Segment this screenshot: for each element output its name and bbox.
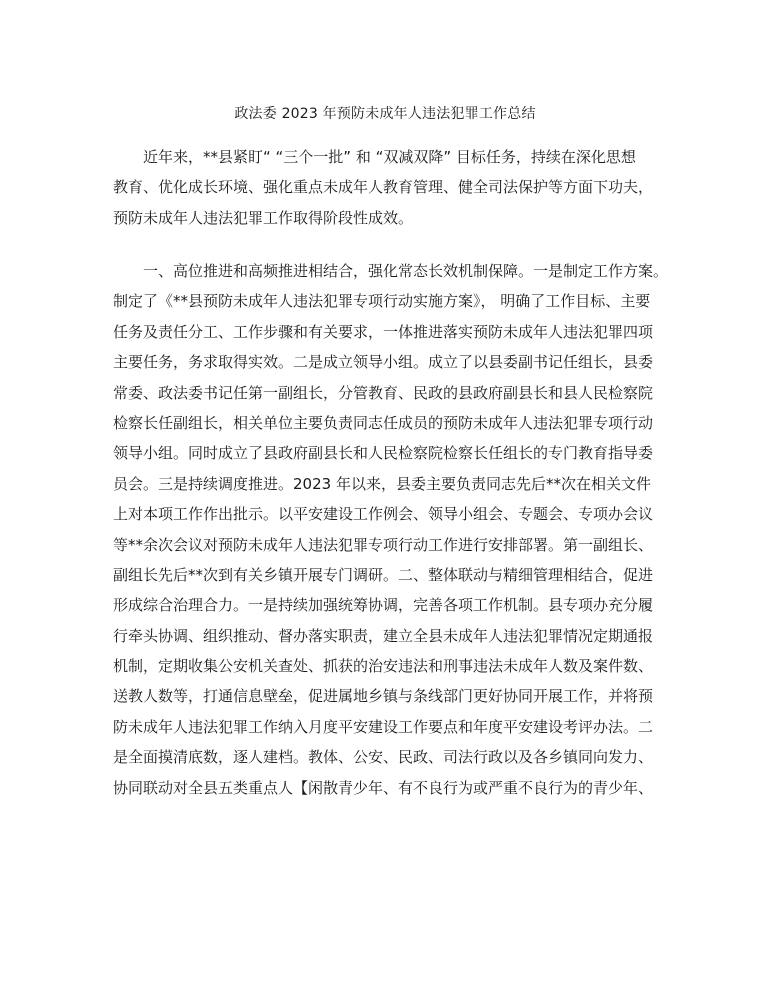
- body-paragraph: [113, 256, 673, 803]
- text-line: 防未成年人违法犯罪工作纳入月度平安建设工作要点和年度平安建设考评办法。二: [113, 717, 654, 736]
- text-line: 副组长先后**次到有关乡镇开展专门调研。二、整体联动与精细管理相结合，促进: [113, 565, 654, 584]
- text-line: 行牵头协调、组织推动、督办落实职责，建立全县未成年人违法犯罪情况定期通报: [113, 626, 654, 645]
- text-line: 任务及责任分工、工作步骤和有关要求，一体推进落实预防未成年人违法犯罪四项: [113, 322, 654, 341]
- intro-paragraph: [113, 142, 673, 233]
- text-line: 近年来，**县紧盯“ “三个一批” 和 “双减双降” 目标任务，持续在深化思想: [143, 148, 636, 166]
- text-line: 上对本项工作作出批示。以平安建设工作例会、领导小组会、专题会、专项办会议: [113, 505, 654, 524]
- text-line: 主要任务，务求取得实效。二是成立领导小组。成立了以县委副书记任组长，县委: [113, 353, 654, 372]
- text-line: 形成综合治理合力。一是持续加强统筹协调，完善各项工作机制。县专项办充分履: [113, 596, 654, 615]
- text-line: 常委、政法委书记任第一副组长，分管教育、民政的县政府副县长和县人民检察院: [113, 383, 654, 402]
- text-line: 领导小组。同时成立了县政府副县长和人民检察院检察长任组长的专门教育指导委: [113, 444, 654, 463]
- text-line: 教育、优化成长环境、强化重点未成年人教育管理、健全司法保护等方面下功夫，: [113, 178, 654, 197]
- text-line: 预防未成年人违法犯罪工作取得阶段性成效。: [113, 208, 414, 227]
- text-line: 一、高位推进和高频推进相结合，强化常态长效机制保障。一是制定工作方案。: [143, 262, 669, 280]
- text-line: 等**余次会议对预防未成年人违法犯罪专项行动工作进行安排部署。第一副组长、: [113, 535, 654, 554]
- document-title: 政法委 2023 年预防未成年人违法犯罪工作总结: [234, 106, 536, 122]
- text-line: 制定了《**县预防未成年人违法犯罪专项行动实施方案》， 明确了工作目标、主要: [113, 292, 651, 311]
- text-line: 检察长任副组长，相关单位主要负责同志任成员的预防未成年人违法犯罪专项行动: [113, 413, 654, 432]
- text-line: 机制，定期收集公安机关查处、抓获的治安违法和刑事违法未成年人数及案件数、: [113, 657, 654, 676]
- text-line: 是全面摸清底数，逐人建档。教体、公安、民政、司法行政以及各乡镇同向发力、: [113, 748, 654, 767]
- text-line: 协同联动对全县五类重点人【闲散青少年、有不良行为或严重不良行为的青少年、: [113, 778, 654, 797]
- text-line: 员会。三是持续调度推进。2023 年以来，县委主要负责同志先后**次在相关文件: [113, 474, 651, 493]
- text-line: 送教人数等，打通信息壁垒，促进属地乡镇与条线部门更好协同开展工作，并将预: [113, 687, 654, 706]
